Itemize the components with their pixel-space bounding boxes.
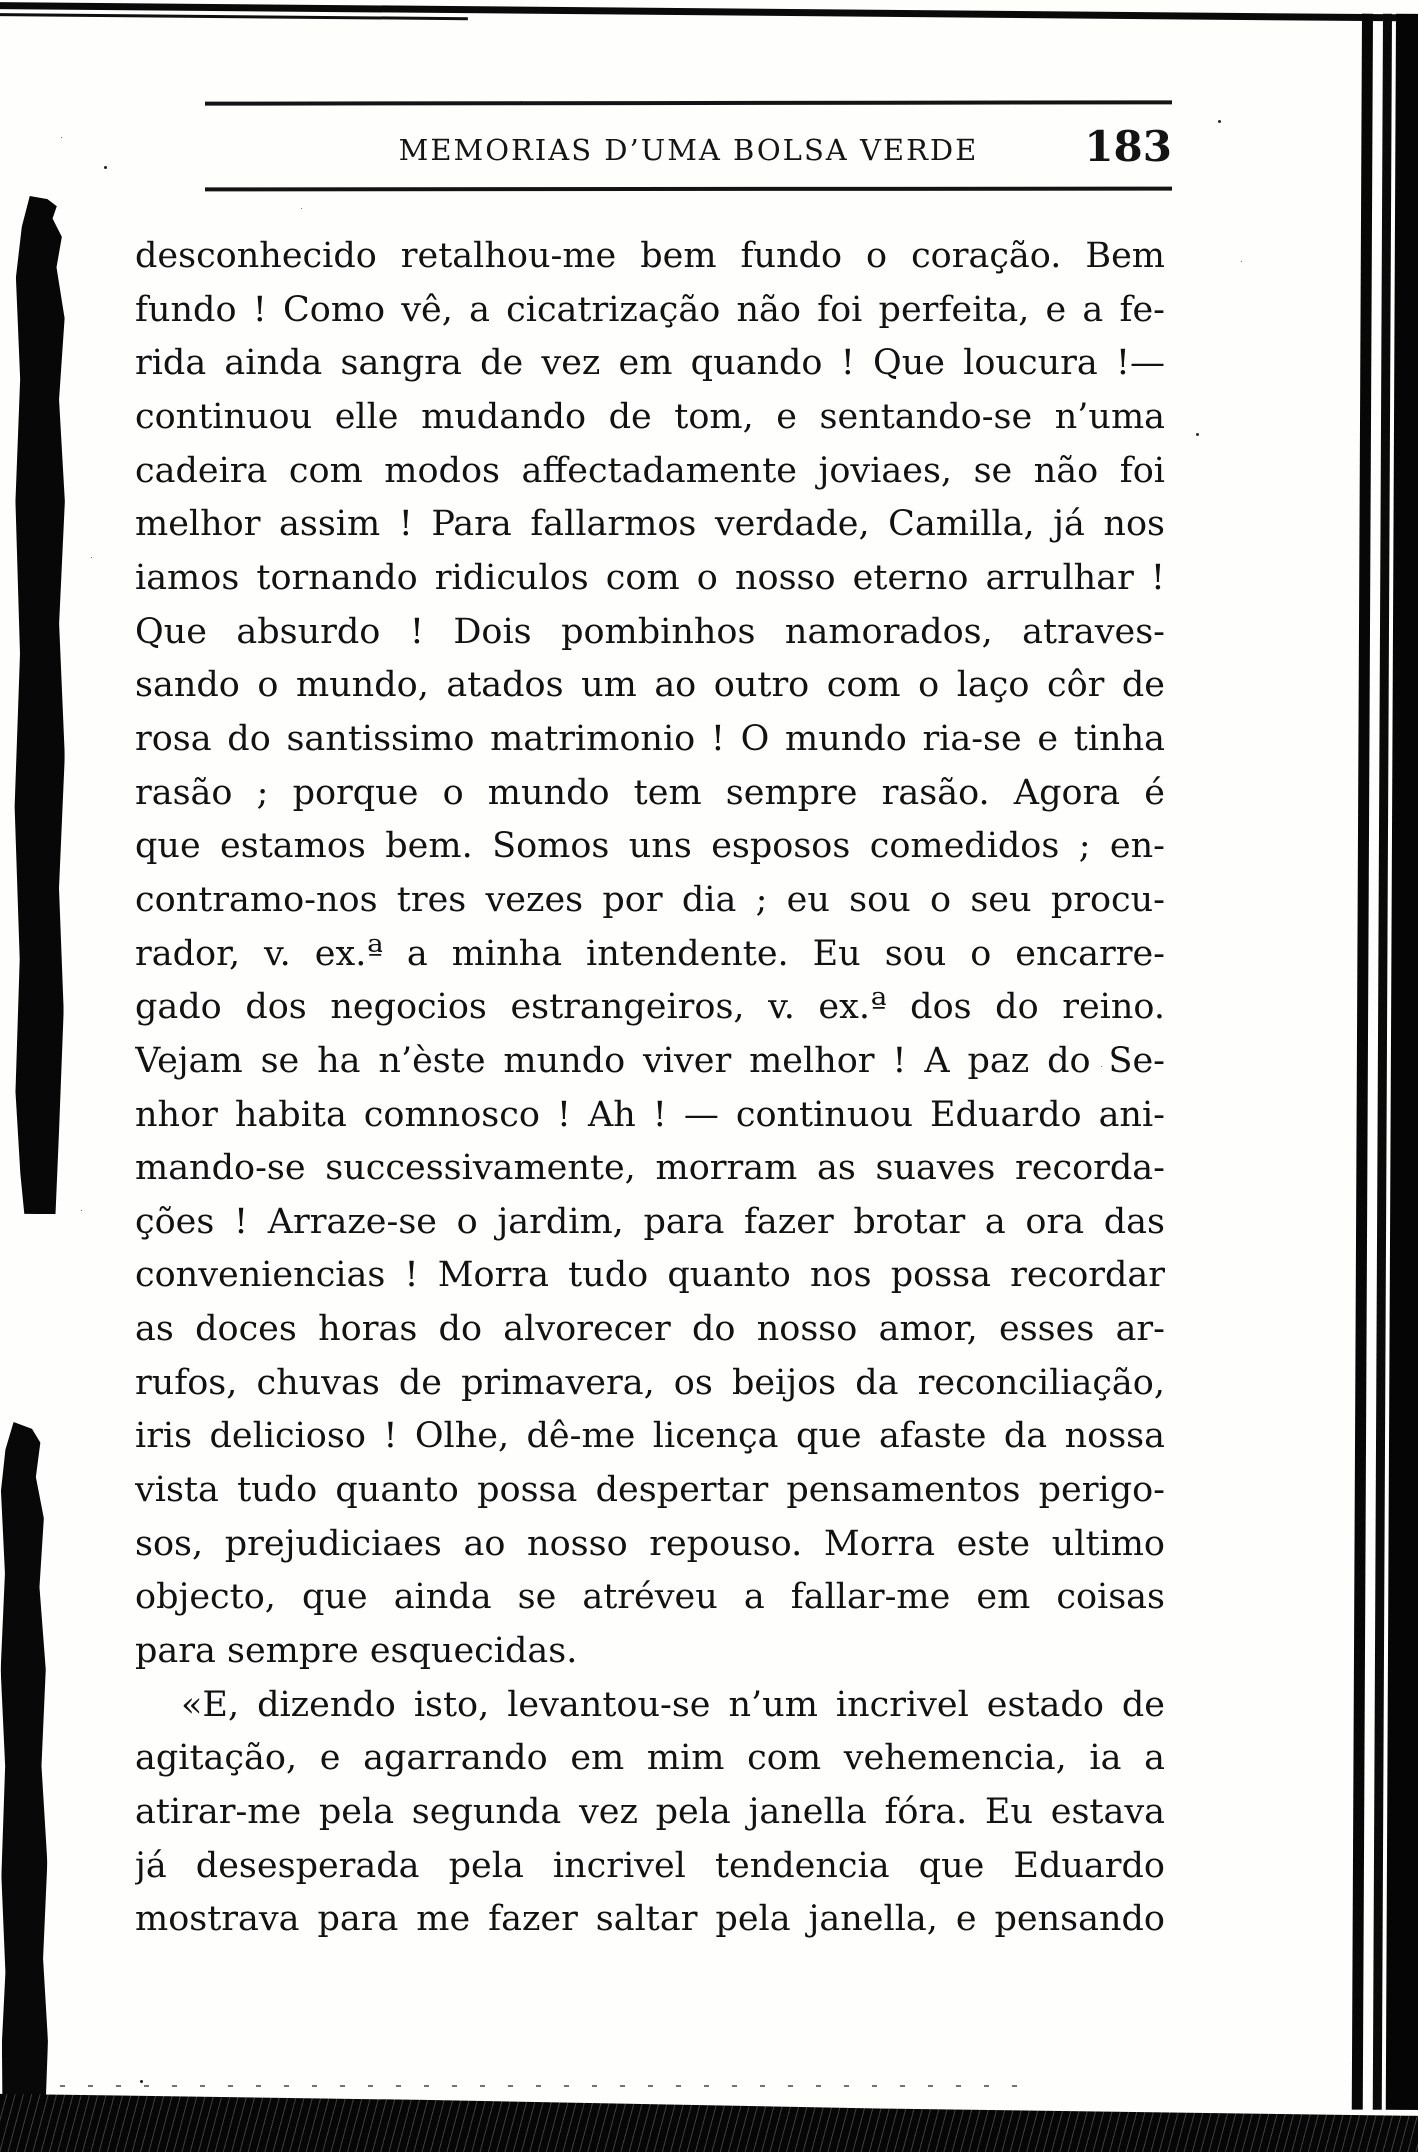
text-line: sos, prejudiciaes ao nosso repouso. Morra este ultimo <box>135 1523 1165 1564</box>
text-line-paragraph-end: para sempre esquecidas. <box>135 1631 578 1672</box>
text-line: Que absurdo ! Dois pombinhos namorados, atraves- <box>135 611 1165 652</box>
text-line: rador, v. ex.ª a minha intendente. Eu sou o encarre- <box>135 933 1165 974</box>
scan-top-edge-subline <box>0 13 468 20</box>
scan-binding-bars <box>1346 14 1418 2110</box>
text-line: que estamos bem. Somos uns esposos comedidos ; en- <box>135 826 1165 867</box>
text-line-paragraph-start: «E, dizendo isto, levantou-se n’um incrivel estado de <box>181 1684 1165 1725</box>
text-line: já desesperada pela incrivel tendencia que Eduardo <box>135 1845 1165 1886</box>
scan-bottom-noise <box>60 2085 1040 2087</box>
text-line: nhor habita comnosco ! Ah ! — continuou Eduardo ani- <box>135 1094 1165 1135</box>
text-line: continuou elle mudando de tom, e sentando-se n’uma <box>135 396 1165 437</box>
text-line: melhor assim ! Para fallarmos verdade, Camilla, já nos <box>135 504 1165 545</box>
text-line: rufos, chuvas de primavera, os beijos da reconciliação, <box>135 1362 1165 1403</box>
text-line: vista tudo quanto possa despertar pensamentos perigo- <box>135 1470 1165 1511</box>
text-line: gado dos negocios estrangeiros, v. ex.ª dos do reino. <box>135 987 1165 1028</box>
text-line: as doces horas do alvorecer do nosso amor, esses ar- <box>135 1309 1165 1350</box>
running-title: MEMORIAS D’UMA BOLSA VERDE <box>398 133 979 167</box>
text-line: contramo-nos tres vezes por dia ; eu sou o seu procu- <box>135 879 1165 920</box>
text-line: Vejam se ha n’èste mundo viver melhor ! A paz do Se- <box>135 1040 1165 1081</box>
text-line: rosa do santissimo matrimonio ! O mundo ria-se e tinha <box>135 718 1165 759</box>
header-rule-bottom <box>205 187 1172 192</box>
text-line: cadeira com modos affectadamente joviaes, se não foi <box>135 450 1165 491</box>
page-number: 183 <box>1084 122 1172 171</box>
text-line: iris delicioso ! Olhe, dê-me licença que afaste da nossa <box>135 1416 1165 1457</box>
text-line: rida ainda sangra de vez em quando ! Que loucura !— <box>135 343 1165 384</box>
text-line: sando o mundo, atados um ao outro com o laço côr de <box>135 665 1165 706</box>
binding-bar-1 <box>1352 14 1373 2110</box>
text-line: conveniencias ! Morra tudo quanto nos possa recordar <box>135 1255 1165 1296</box>
text-line: atirar-me pela segunda vez pela janella fóra. Eu estava <box>135 1792 1165 1833</box>
binding-bar-3 <box>1386 14 1418 2110</box>
dust-specks <box>104 166 107 169</box>
scan-left-smudge-upper <box>11 196 67 1214</box>
body-text-column <box>135 230 1165 1960</box>
text-line: agitação, e agarrando em mim com vehemencia, ia a <box>135 1738 1165 1779</box>
scan-left-smudge-lower <box>0 1422 48 2110</box>
text-line: mando-se successivamente, morram as suaves recorda- <box>135 1148 1165 1189</box>
text-line: fundo ! Como vê, a cicatrização não foi perfeita, e a fe- <box>135 289 1165 330</box>
text-line: ções ! Arraze-se o jardim, para fazer brotar a ora das <box>135 1201 1165 1242</box>
text-line: mostrava para me fazer saltar pela janella, e pensando <box>135 1899 1165 1940</box>
text-line: desconhecido retalhou-me bem fundo o coração. Bem <box>135 236 1165 276</box>
text-line: rasão ; porque o mundo tem sempre rasão. Agora é <box>135 772 1165 813</box>
text-line: objecto, que ainda se atréveu a fallar-me em coisas <box>135 1577 1165 1618</box>
text-line: iamos tornando ridiculos com o nosso eterno arrulhar ! <box>135 557 1165 598</box>
